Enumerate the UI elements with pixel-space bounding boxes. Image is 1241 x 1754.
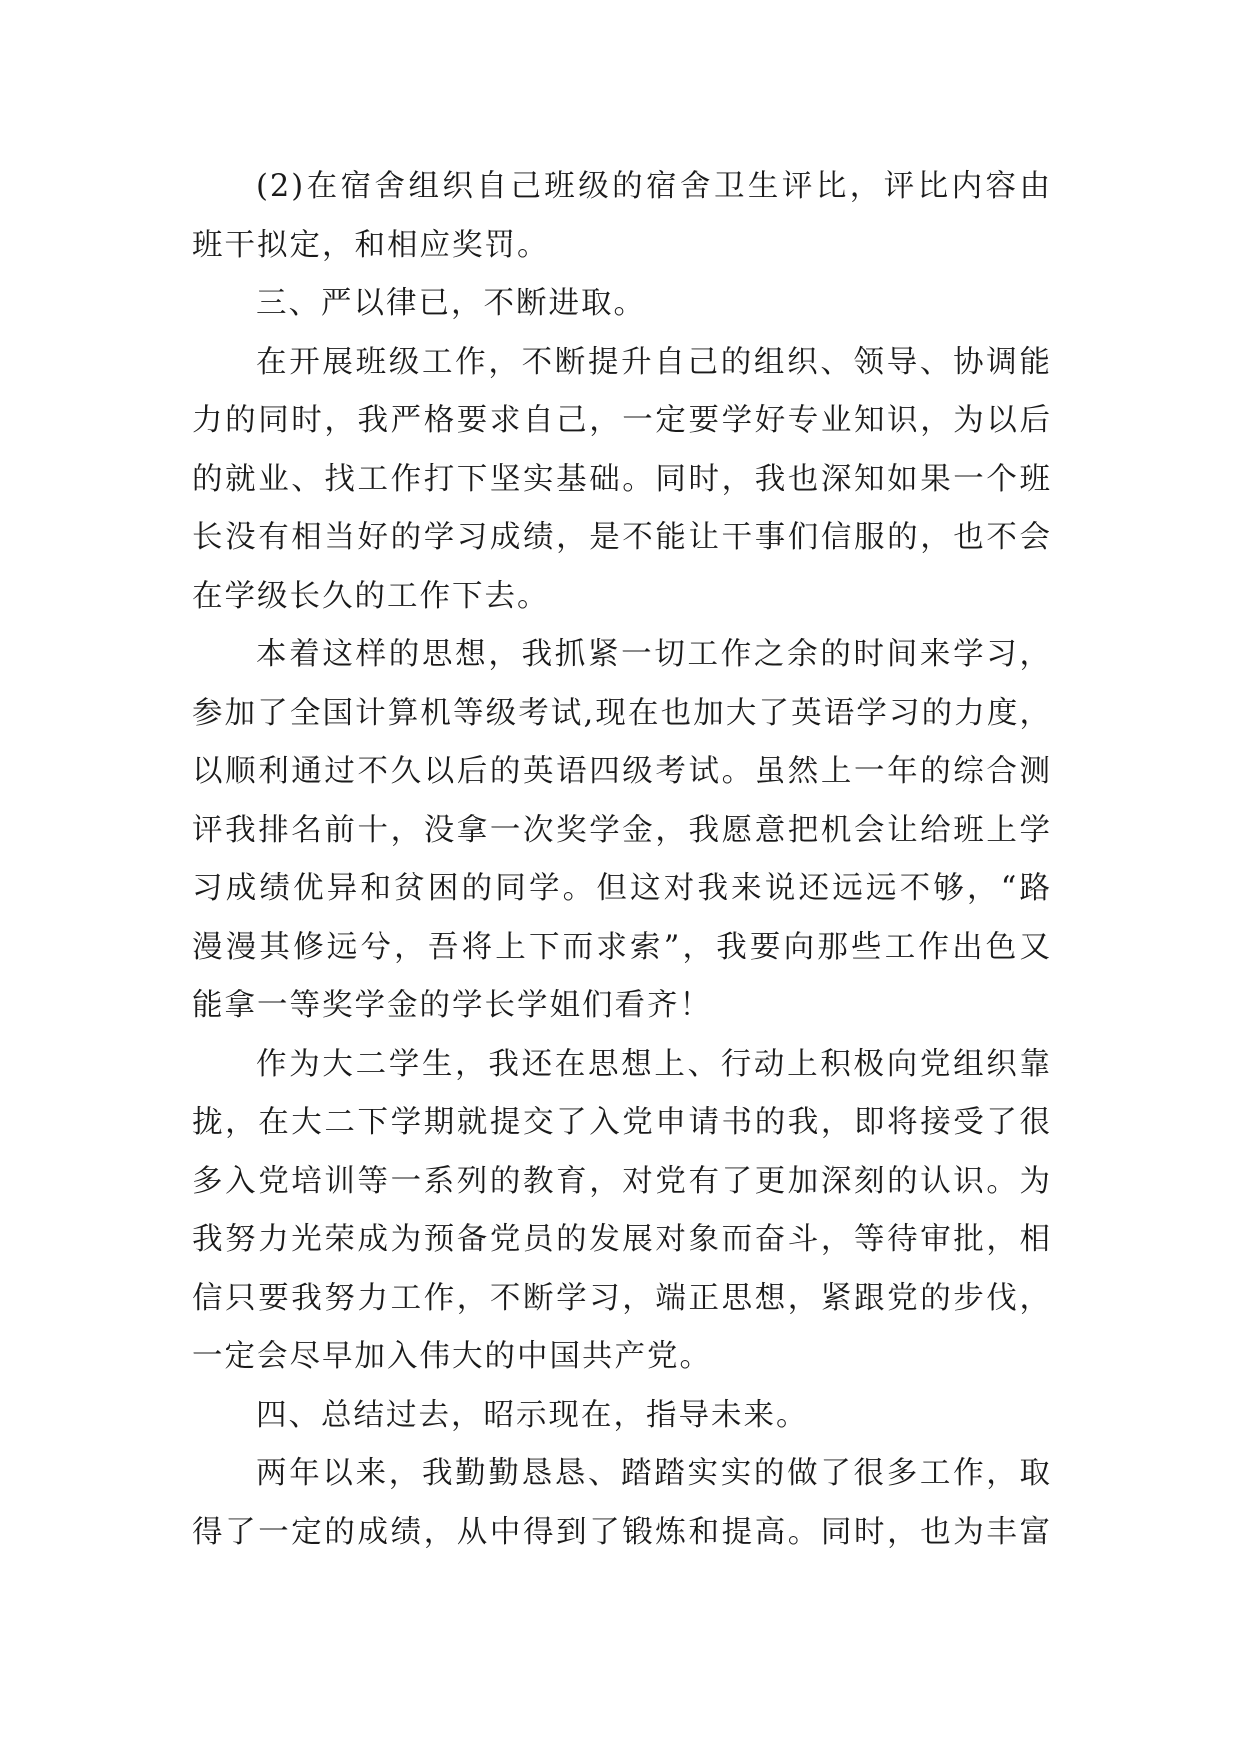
text-line: 以顺利通过不久以后的英语四级考试。虽然上一年的综合测 [192,754,1052,789]
text-line: 得了一定的成绩，从中得到了锻炼和提高。同时，也为丰富 [192,1514,1052,1550]
text-line: 在开展班级工作，不断提升自己的组织、领导、协调能 [256,344,1052,380]
text-line: 评我排名前十，没拿一次奖学金，我愿意把机会让给班上学 [192,812,1052,848]
text-line: 力的同时，我严格要求自己，一定要学好专业知识，为以后 [192,403,1052,438]
document-body [192,158,1052,1562]
text-line: 能拿一等奖学金的学长学姐们看齐！ [192,988,712,1023]
text-line: 三、严以律已，不断进取。 [256,286,646,321]
text-line: 作为大二学生，我还在思想上、行动上积极向党组织靠 [256,1046,1052,1082]
text-line: 漫漫其修远兮，吾将上下而求索”，我要向那些工作出色又 [192,929,1052,965]
text-line: 拢，在大二下学期就提交了入党申请书的我，即将接受了很 [192,1105,1052,1140]
text-line: 的就业、找工作打下坚实基础。同时，我也深知如果一个班 [192,461,1052,497]
text-line: 长没有相当好的学习成绩，是不能让干事们信服的，也不会 [192,520,1052,555]
text-line: 本着这样的思想，我抓紧一切工作之余的时间来学习， [256,637,1052,672]
text-line: 习成绩优异和贫困的同学。但这对我来说还远远不够，“路 [192,871,1052,906]
text-line: (2)在宿舍组织自己班级的宿舍卫生评比，评比内容由 [256,169,1052,204]
text-line: 参加了全国计算机等级考试,现在也加大了英语学习的力度， [192,695,1052,731]
text-line: 四、总结过去，昭示现在，指导未来。 [256,1397,809,1433]
text-line: 一定会尽早加入伟大的中国共产党。 [192,1339,712,1374]
text-line: 我努力光荣成为预备党员的发展对象而奋斗，等待审批，相 [192,1222,1052,1257]
text-line: 班干拟定，和相应奖罚。 [192,227,550,263]
text-line: 多入党培训等一系列的教育，对党有了更加深刻的认识。为 [192,1163,1052,1199]
text-line: 信只要我努力工作，不断学习，端正思想，紧跟党的步伐， [192,1280,1052,1316]
text-line: 在学级长久的工作下去。 [192,578,550,614]
text-line: 两年以来，我勤勤恳恳、踏踏实实的做了很多工作，取 [256,1456,1052,1491]
